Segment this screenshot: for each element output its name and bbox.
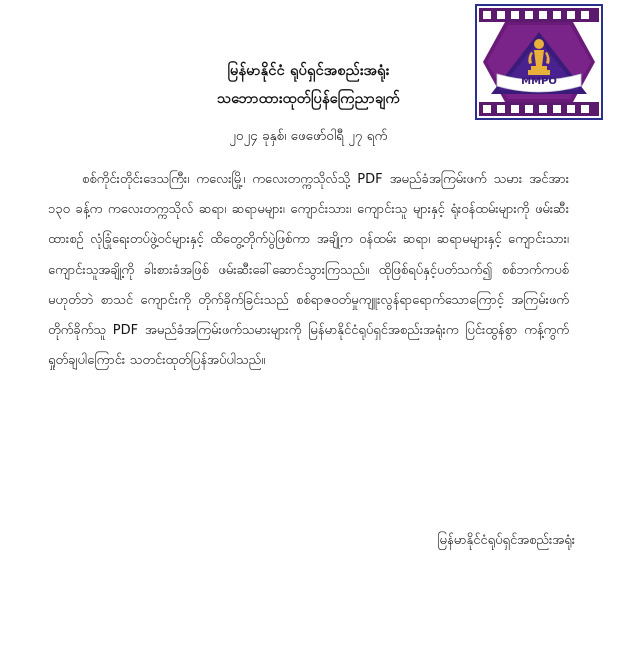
signature: မြန်မာနိုင်ငံရုပ်ရှင်အစည်းအရုံး [437,533,575,548]
heading-line-1: မြန်မာနိုင်ငံ ရုပ်ရှင်အစည်းအရုံး [227,63,390,79]
body-paragraph-text: စစ်ကိုင်းတိုင်းဒေသကြီး၊ ကလေးမြို့၊ ကလေးတက္ကသိုလ်သို့ PDF အမည်ခံအကြမ်းဖက် သမား အင်အား ၁၃၀ ခန့်က ကလေးတက္ကသိုလ် ဆရာ၊ ဆရာမများ၊ ကျောင်းသား၊ ကျောင်းသူ များနှင့် ရုံးဝန်ထမ်းများကို ဖမ်းဆီးထားစဉ် လုံခြုံရေးတပ်ဖွဲ့ဝင်များနှင့် ထိတွေ့တိုက်ပွဲဖြစ်ကာ အချို့က ဝန်ထမ်း ဆရာ၊ ဆရာမများနှင့် ကျောင်းသား၊ ကျောင်းသူအချို့ကို ခါးစားခံအဖြစ် ဖမ်းဆီးခေါ်ဆောင်သွားကြသည်။ ထိုဖြစ်ရပ်နှင့်ပတ်သက်၍ စစ်ဘက်ကပစ်မဟုတ်ဘဲ စာသင် ကျောင်းကို တိုက်ခိုက်ခြင်းသည် စစ်ရာဇဝတ်မှုကျူးလွန်ရာရောက်သောကြောင့် အကြမ်းဖက် တိုက်ခိုက်သူ PDF အမည်ခံအကြမ်းဖက်သမားများကို မြန်မာနိုင်ငံရုပ်ရှင်အစည်းအရုံးက ပြင်းထွန်စွာ ကန့်ကွက်ရှုတ်ချပါကြောင်း သတင်းထုတ်ပြန်အပ်ပါသည်။ [48,172,569,369]
svg-text:MMPO: MMPO [521,76,557,87]
body-paragraph [48,165,569,376]
dateline: ၂၀၂၄ ခုနှစ်၊ ဖေဖော်ဝါရီ ၂၇ ရက် [229,128,388,145]
heading-line-2: သဘောထားထုတ်ပြန်ကြေညာချက် [217,90,400,107]
mmpo-logo [475,4,603,120]
